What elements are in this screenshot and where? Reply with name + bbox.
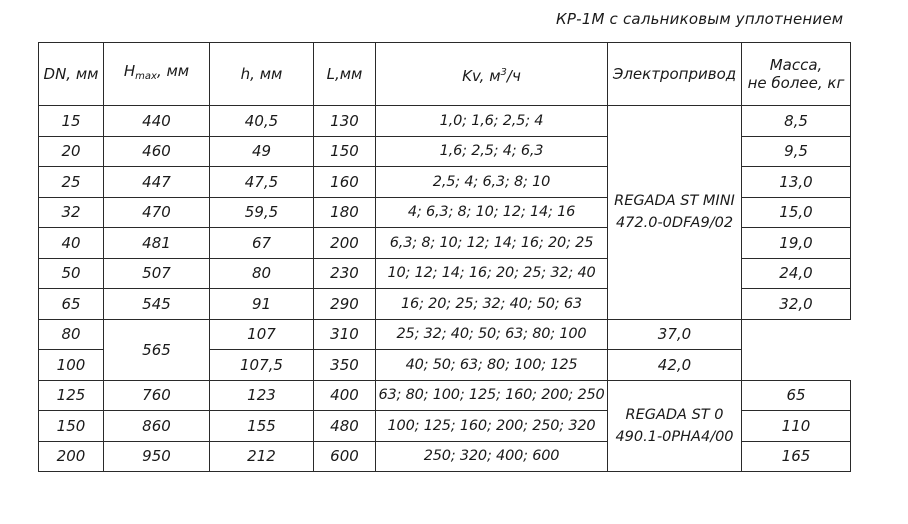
cell-l: 350 bbox=[314, 350, 376, 381]
cell-h: 47,5 bbox=[210, 167, 314, 198]
cell-l: 310 bbox=[314, 319, 376, 350]
cell-l: 230 bbox=[314, 258, 376, 289]
drive-mini-code: 472.0-0DFA9/02 bbox=[615, 215, 734, 232]
cell-h: 80 bbox=[210, 258, 314, 289]
cell-dn: 100 bbox=[39, 350, 104, 381]
cell-drive-mini bbox=[608, 106, 742, 320]
header-dn: DN, мм bbox=[39, 43, 104, 106]
cell-mass: 32,0 bbox=[742, 289, 851, 320]
cell-hmax: 440 bbox=[104, 106, 210, 137]
cell-kv: 40; 50; 63; 80; 100; 125 bbox=[376, 350, 608, 381]
cell-dn: 80 bbox=[39, 319, 104, 350]
header-kv-unit: /ч bbox=[506, 66, 521, 85]
cell-dn: 40 bbox=[39, 228, 104, 259]
header-hmax-unit: , мм bbox=[156, 62, 190, 80]
cell-mass: 15,0 bbox=[742, 197, 851, 228]
header-drive: Электропривод bbox=[608, 43, 742, 106]
cell-mass: 8,5 bbox=[742, 106, 851, 137]
header-mass bbox=[742, 43, 851, 106]
header-hmax-symbol: H bbox=[123, 62, 136, 80]
cell-kv: 10; 12; 14; 16; 20; 25; 32; 40 bbox=[376, 258, 608, 289]
cell-dn: 50 bbox=[39, 258, 104, 289]
cell-mass: 110 bbox=[742, 411, 851, 442]
cell-mass: 13,0 bbox=[742, 167, 851, 198]
cell-l: 400 bbox=[314, 380, 376, 411]
cell-hmax: 950 bbox=[104, 441, 210, 472]
cell-h: 107 bbox=[210, 319, 314, 350]
cell-dn: 200 bbox=[39, 441, 104, 472]
cell-h: 59,5 bbox=[210, 197, 314, 228]
cell-hmax: 507 bbox=[104, 258, 210, 289]
cell-drive-st0 bbox=[608, 380, 742, 472]
cell-hmax: 545 bbox=[104, 289, 210, 320]
header-l: L,мм bbox=[314, 43, 376, 106]
cell-h: 123 bbox=[210, 380, 314, 411]
cell-l: 600 bbox=[314, 441, 376, 472]
cell-h: 212 bbox=[210, 441, 314, 472]
header-kv-superscript: 3 bbox=[500, 66, 507, 78]
cell-dn: 20 bbox=[39, 136, 104, 167]
cell-hmax: 470 bbox=[104, 197, 210, 228]
cell-dn: 125 bbox=[39, 380, 104, 411]
cell-hmax: 447 bbox=[104, 167, 210, 198]
header-hmax-subscript: max bbox=[135, 71, 157, 82]
table-row bbox=[39, 380, 851, 411]
cell-dn: 25 bbox=[39, 167, 104, 198]
header-hmax bbox=[104, 43, 210, 106]
cell-l: 180 bbox=[314, 197, 376, 228]
cell-kv: 1,6; 2,5; 4; 6,3 bbox=[376, 136, 608, 167]
table-row bbox=[39, 106, 851, 137]
drive-st0-model: REGADA ST 0 bbox=[625, 406, 724, 423]
drive-mini-model: REGADA ST MINI bbox=[614, 193, 735, 210]
cell-kv: 2,5; 4; 6,3; 8; 10 bbox=[376, 167, 608, 198]
table-caption: КР-1М с сальниковым уплотнением bbox=[556, 10, 844, 28]
cell-mass: 24,0 bbox=[742, 258, 851, 289]
cell-h: 107,5 bbox=[210, 350, 314, 381]
cell-kv: 1,0; 1,6; 2,5; 4 bbox=[376, 106, 608, 137]
header-row bbox=[39, 43, 851, 106]
cell-h: 40,5 bbox=[210, 106, 314, 137]
cell-l: 160 bbox=[314, 167, 376, 198]
cell-h: 67 bbox=[210, 228, 314, 259]
drive-st0-code: 490.1-0PHA4/00 bbox=[615, 428, 734, 445]
cell-hmax: 860 bbox=[104, 411, 210, 442]
cell-mass: 65 bbox=[742, 380, 851, 411]
header-mass-line2: не более, кг bbox=[747, 74, 845, 92]
cell-dn: 150 bbox=[39, 411, 104, 442]
cell-mass: 19,0 bbox=[742, 228, 851, 259]
cell-kv: 16; 20; 25; 32; 40; 50; 63 bbox=[376, 289, 608, 320]
cell-hmax: 481 bbox=[104, 228, 210, 259]
cell-hmax: 760 bbox=[104, 380, 210, 411]
cell-dn: 65 bbox=[39, 289, 104, 320]
cell-h: 49 bbox=[210, 136, 314, 167]
cell-dn: 32 bbox=[39, 197, 104, 228]
cell-kv: 63; 80; 100; 125; 160; 200; 250 bbox=[376, 380, 608, 411]
cell-l: 130 bbox=[314, 106, 376, 137]
cell-l: 290 bbox=[314, 289, 376, 320]
cell-kv: 6,3; 8; 10; 12; 14; 16; 20; 25 bbox=[376, 228, 608, 259]
cell-h: 91 bbox=[210, 289, 314, 320]
cell-kv: 25; 32; 40; 50; 63; 80; 100 bbox=[376, 319, 608, 350]
cell-dn: 15 bbox=[39, 106, 104, 137]
table-row bbox=[39, 319, 851, 350]
cell-kv: 100; 125; 160; 200; 250; 320 bbox=[376, 411, 608, 442]
cell-mass: 9,5 bbox=[742, 136, 851, 167]
cell-kv: 4; 6,3; 8; 10; 12; 14; 16 bbox=[376, 197, 608, 228]
header-h: h, мм bbox=[210, 43, 314, 106]
cell-l: 480 bbox=[314, 411, 376, 442]
cell-mass: 42,0 bbox=[608, 350, 742, 381]
cell-mass: 37,0 bbox=[608, 319, 742, 350]
cell-hmax-merged: 565 bbox=[104, 319, 210, 380]
header-kv-symbol: Kv, м bbox=[462, 66, 501, 85]
header-kv bbox=[376, 43, 608, 106]
cell-mass: 165 bbox=[742, 441, 851, 472]
cell-l: 200 bbox=[314, 228, 376, 259]
cell-h: 155 bbox=[210, 411, 314, 442]
valve-spec-table bbox=[38, 42, 851, 472]
cell-kv: 250; 320; 400; 600 bbox=[376, 441, 608, 472]
header-mass-line1: Масса, bbox=[769, 56, 823, 74]
cell-hmax: 460 bbox=[104, 136, 210, 167]
cell-l: 150 bbox=[314, 136, 376, 167]
